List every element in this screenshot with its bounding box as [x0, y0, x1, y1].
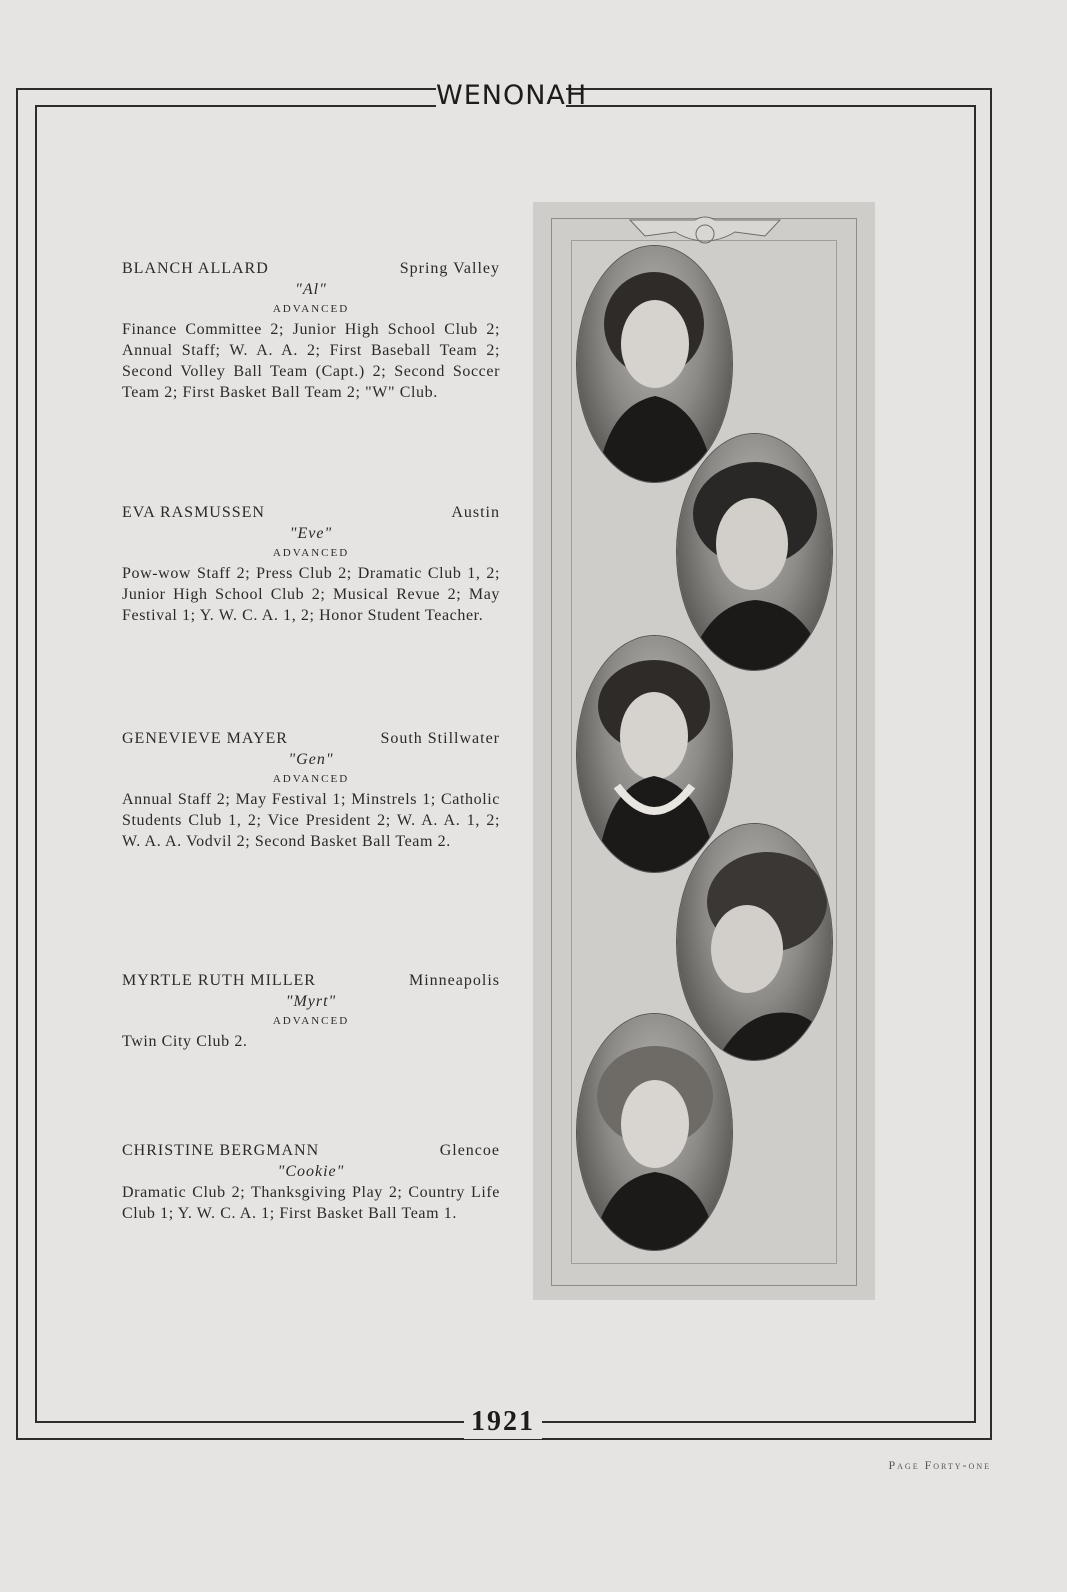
student-nickname: "Al"	[295, 281, 327, 298]
student-portrait	[577, 636, 732, 872]
student-hometown: Glencoe	[439, 1142, 500, 1159]
student-entry	[122, 258, 500, 403]
student-entry	[122, 728, 500, 852]
yearbook-year: 1921	[464, 1405, 542, 1439]
student-name: EVA RASMUSSEN	[122, 504, 265, 521]
student-activities: Annual Staff 2; May Festival 1; Minstrels 1; Catholic Students Club 1, 2; Vice President 2; W. A. A. 1, 2; W. A. A. Vodvil 2; Second Basket Ball Team 2.	[122, 791, 500, 850]
student-name: CHRISTINE BERGMANN	[122, 1142, 320, 1159]
student-level: ADVANCED	[272, 303, 350, 315]
student-entry	[122, 502, 500, 626]
student-name: GENEVIEVE MAYER	[122, 730, 288, 747]
student-activities: Pow-wow Staff 2; Press Club 2; Dramatic Club 1, 2; Junior High School Club 2; Musical Revue 2; May Festival 1; Y. W. C. A. 1, 2; Honor Student Teacher.	[122, 565, 500, 624]
student-portrait	[677, 824, 832, 1060]
student-entry	[122, 1140, 500, 1224]
student-nickname: "Gen"	[288, 751, 334, 768]
student-activities: Dramatic Club 2; Thanksgiving Play 2; Country Life Club 1; Y. W. C. A. 1; First Basket Ball Team 1.	[122, 1184, 500, 1222]
student-hometown: South Stillwater	[380, 730, 500, 747]
student-hometown: Austin	[451, 504, 500, 521]
student-hometown: Spring Valley	[399, 260, 500, 277]
page-number: Page Forty-one	[888, 1458, 991, 1472]
student-entry	[122, 970, 500, 1052]
student-level: ADVANCED	[272, 1015, 350, 1027]
student-level: ADVANCED	[272, 547, 350, 559]
student-nickname: "Myrt"	[285, 993, 337, 1010]
student-activities: Finance Committee 2; Junior High School Club 2; Annual Staff; W. A. A. 2; First Baseball Team 2; Second Volley Ball Team (Capt.) 2; Second Soccer Team 2; First Basket Ball Team 2; "W" Club.	[122, 321, 500, 401]
student-portrait	[577, 246, 732, 482]
yearbook-title: WENONAH	[436, 78, 566, 114]
student-nickname: "Eve"	[289, 525, 333, 542]
student-level: ADVANCED	[272, 773, 350, 785]
student-nickname: "Cookie"	[277, 1163, 345, 1180]
student-portrait	[577, 1014, 732, 1250]
student-portrait	[677, 434, 832, 670]
crest-ornament	[625, 214, 785, 250]
student-activities: Twin City Club 2.	[122, 1033, 248, 1050]
student-name: BLANCH ALLARD	[122, 260, 269, 277]
student-hometown: Minneapolis	[409, 972, 500, 989]
student-name: MYRTLE RUTH MILLER	[122, 972, 316, 989]
